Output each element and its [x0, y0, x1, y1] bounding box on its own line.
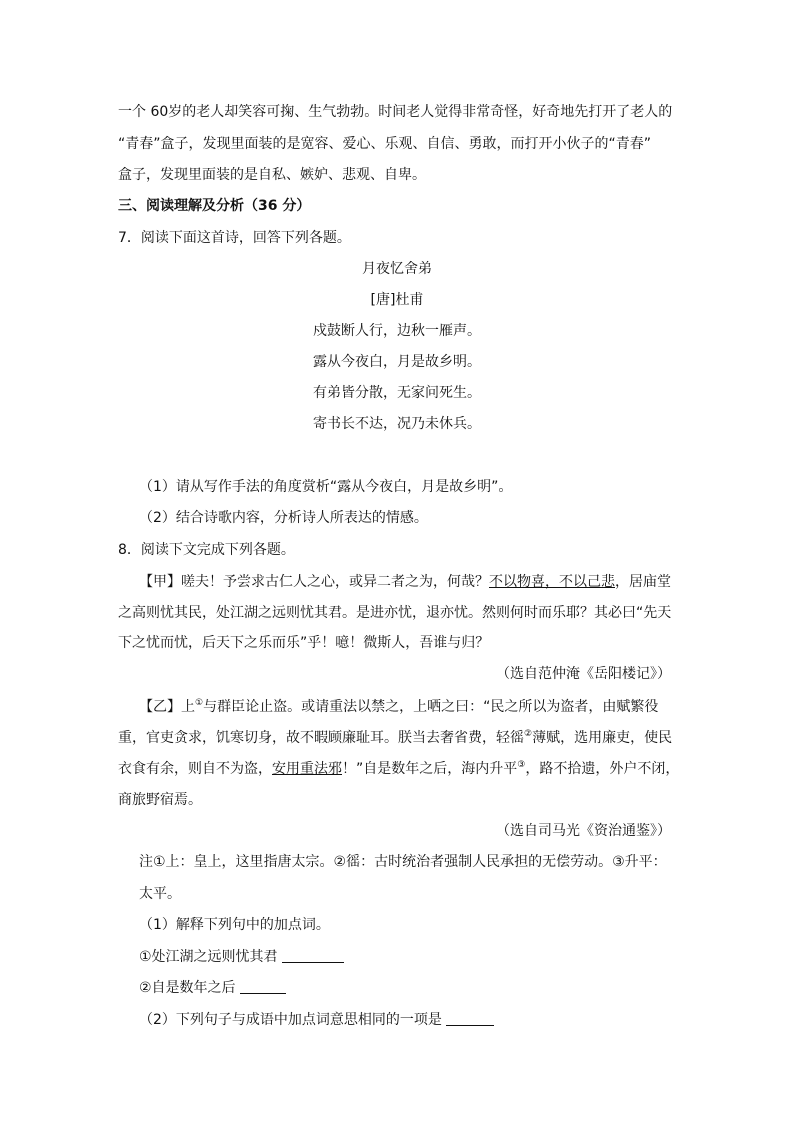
intro-line-2: “青春”盒子，发现里面装的是宽容、爱心、乐观、自信、勇敢，而打开小伙子的“青春” — [118, 136, 652, 152]
question-7-stem: 7．阅读下面这首诗，回答下列各题。 — [118, 230, 351, 246]
footnote-marker: ② — [524, 729, 533, 739]
passage-jia-line-3: 下之忧而忧，后天下之乐而乐”乎！噫！微斯人，吾谁与归？ — [118, 635, 490, 651]
question-8-stem: 8．阅读下文完成下列各题。 — [118, 542, 295, 558]
footnote-marker: ① — [195, 698, 204, 708]
passage-yi-text: 薄赋，选用廉吏，使民 — [532, 730, 673, 746]
section-3-heading: 三、阅读理解及分析（36 分） — [118, 198, 311, 214]
poem-author: [唐]杜甫 — [370, 292, 424, 308]
poem-line: 有弟皆分散，无家问死生。 — [313, 385, 481, 401]
item-text: ②自是数年之后 — [139, 980, 236, 996]
question-7-sub-1: （1）请从写作手法的角度赏析“露从今夜白，月是故乡明”。 — [139, 479, 513, 495]
passage-yi-text: 【乙】上 — [139, 699, 195, 715]
passage-yi-source: （选自司马光《资治通鉴》） — [496, 823, 671, 839]
question-8-item-2 — [139, 978, 286, 998]
poem-line: 寄书长不达，况乃未休兵。 — [313, 416, 481, 432]
item-text: （2）下列句子与成语中加点词意思相同的一项是 — [139, 1012, 442, 1028]
passage-jia-text: 【甲】嗟夫！予尝求古仁人之心，或异二者之为，何哉？ — [139, 574, 489, 590]
footnotes-line-2: 太平。 — [139, 886, 181, 902]
intro-line-1: 一个 60岁的老人却笑容可掬、生气勃勃。时间老人觉得非常奇怪，好奇地先打开了老人的 — [118, 104, 673, 120]
passage-yi-line-1 — [139, 697, 658, 717]
question-8-sub-1: （1）解释下列句中的加点词。 — [139, 917, 330, 933]
passage-jia-source: （选自范仲淹《岳阳楼记》） — [496, 666, 671, 682]
intro-line-3: 盒子，发现里面装的是自私、嫉妒、悲观、自卑。 — [118, 167, 426, 183]
passage-yi-text: 衣食有余，则自不为盗， — [118, 761, 272, 777]
answer-blank[interactable] — [446, 1011, 494, 1026]
passage-yi-text: 重，官吏贪求，饥寒切身，故不暇顾廉耻耳。朕当去奢省费，轻徭 — [118, 730, 524, 746]
answer-blank[interactable] — [240, 979, 286, 994]
poem-line: 露从今夜白，月是故乡明。 — [313, 354, 481, 370]
underlined-phrase: 不以物喜，不以己悲 — [489, 574, 615, 590]
passage-jia-line-2: 之高则忧其民，处江湖之远则忧其君。是进亦忧，退亦忧。然则何时而乐耶？其必曰“先天 — [118, 605, 672, 621]
item-text: ①处江湖之远则忧其君 — [139, 949, 278, 965]
question-8-sub-2 — [139, 1010, 494, 1030]
passage-yi-line-2 — [118, 728, 672, 748]
question-8-item-1 — [139, 947, 344, 967]
passage-yi-line-4: 商旅野宿焉。 — [118, 792, 202, 808]
passage-yi-text: 与群臣论止盗。或请重法以禁之，上哂之曰：“民之所以为盗者，由赋繁役 — [203, 699, 659, 715]
question-7-sub-2: （2）结合诗歌内容，分析诗人所表达的情感。 — [139, 510, 428, 526]
footnote-marker: ③ — [517, 760, 526, 770]
passage-yi-text: ，路不拾遗，外户不闭， — [525, 761, 680, 777]
passage-jia-line-1 — [139, 572, 671, 592]
poem-title: 月夜忆舍弟 — [362, 261, 432, 277]
footnotes-line-1: 注①上：皇上，这里指唐太宗。②徭：古时统治者强制人民承担的无偿劳动。③升平： — [139, 854, 667, 870]
answer-blank[interactable] — [282, 948, 344, 963]
underlined-phrase: 安用重法邪 — [272, 761, 342, 777]
poem-line: 戍鼓断人行，边秋一雁声。 — [313, 323, 481, 339]
passage-yi-text: ！”自是数年之后，海内升平 — [342, 761, 518, 777]
passage-yi-line-3 — [118, 759, 679, 779]
passage-jia-text: ，居庙堂 — [615, 574, 671, 590]
